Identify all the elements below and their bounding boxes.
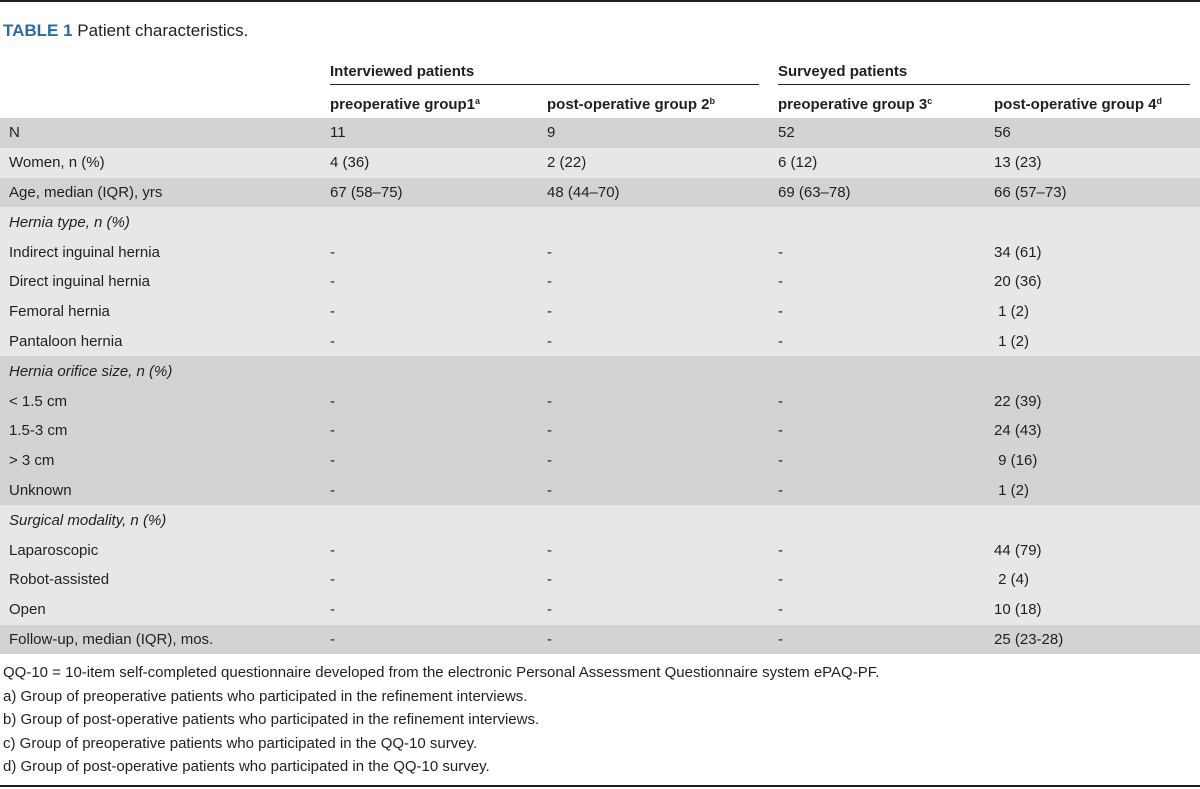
row-label: Follow-up, median (IQR), mos. xyxy=(0,625,321,655)
table-row xyxy=(0,565,1200,595)
row-label: Femoral hernia xyxy=(0,297,321,327)
table-body xyxy=(0,118,1200,654)
cell-group-2: - xyxy=(538,327,769,357)
cell-group-2 xyxy=(538,505,769,535)
group-header-row xyxy=(0,58,1200,89)
cell-group-3: - xyxy=(769,297,985,327)
cell-group-4 xyxy=(985,505,1200,535)
row-label: Direct inguinal hernia xyxy=(0,267,321,297)
section-label: Surgical modality, n (%) xyxy=(0,505,321,535)
cell-group-4: 66 (57–73) xyxy=(985,178,1200,208)
row-label: Unknown xyxy=(0,476,321,506)
group-header-surveyed: Surveyed patients xyxy=(769,58,1200,89)
cell-group-3: - xyxy=(769,446,985,476)
cell-group-2: 9 xyxy=(538,118,769,148)
table-row xyxy=(0,327,1200,357)
table-number: TABLE 1 xyxy=(3,21,73,40)
cell-group-2: - xyxy=(538,535,769,565)
table-row xyxy=(0,297,1200,327)
cell-group-1: - xyxy=(321,267,538,297)
row-label: N xyxy=(0,118,321,148)
table-row xyxy=(0,237,1200,267)
corner-cell xyxy=(0,58,321,89)
table-row xyxy=(0,595,1200,625)
cell-group-3: 6 (12) xyxy=(769,148,985,178)
cell-group-2: - xyxy=(538,565,769,595)
footnote: c) Group of preoperative patients who participated in the QQ-10 survey. xyxy=(3,734,478,752)
row-label: > 3 cm xyxy=(0,446,321,476)
cell-group-2 xyxy=(538,207,769,237)
section-label: Hernia orifice size, n (%) xyxy=(0,356,321,386)
cell-group-2: - xyxy=(538,416,769,446)
cell-group-3 xyxy=(769,505,985,535)
cell-group-3: - xyxy=(769,386,985,416)
cell-group-3: 52 xyxy=(769,118,985,148)
cell-group-1: - xyxy=(321,565,538,595)
cell-group-2: - xyxy=(538,446,769,476)
footnote: a) Group of preoperative patients who participated in the refinement interviews. xyxy=(3,687,528,705)
table-row xyxy=(0,416,1200,446)
cell-group-1 xyxy=(321,505,538,535)
section-label: Hernia type, n (%) xyxy=(0,207,321,237)
cell-group-1: - xyxy=(321,446,538,476)
row-label: Women, n (%) xyxy=(0,148,321,178)
group-header-interviewed: Interviewed patients xyxy=(321,58,769,89)
bottom-rule xyxy=(0,785,1200,787)
cell-group-1: - xyxy=(321,416,538,446)
footnote: d) Group of post-operative patients who participated in the QQ-10 survey. xyxy=(3,758,490,775)
top-rule xyxy=(0,0,1200,2)
cell-group-3: - xyxy=(769,535,985,565)
cell-group-2: - xyxy=(538,595,769,625)
cell-group-3: - xyxy=(769,267,985,297)
cell-group-4 xyxy=(985,356,1200,386)
cell-group-1: - xyxy=(321,386,538,416)
cell-group-1: 67 (58–75) xyxy=(321,178,538,208)
footnote: QQ-10 = 10-item self-completed questionnaire developed from the electronic Personal Assessment Questionnaire system ePAQ-PF. xyxy=(3,664,880,681)
cell-group-2 xyxy=(538,356,769,386)
cell-group-2: - xyxy=(538,386,769,416)
cell-group-3: - xyxy=(769,595,985,625)
section-header-row xyxy=(0,207,1200,237)
cell-group-3: - xyxy=(769,625,985,655)
cell-group-1: - xyxy=(321,535,538,565)
cell-group-2: - xyxy=(538,476,769,506)
cell-group-1: - xyxy=(321,237,538,267)
cell-group-3: - xyxy=(769,416,985,446)
cell-group-3: 69 (63–78) xyxy=(769,178,985,208)
section-header-row xyxy=(0,356,1200,386)
column-header-group-3: preoperative group 3$^c$ xyxy=(778,95,933,113)
patient-characteristics-table xyxy=(0,58,1200,654)
column-header-group-1: preoperative group1$^a$ xyxy=(330,95,481,113)
cell-group-2: 48 (44–70) xyxy=(538,178,769,208)
cell-group-1 xyxy=(321,207,538,237)
cell-group-4: 1 (2) xyxy=(985,297,1200,327)
cell-group-1: - xyxy=(321,595,538,625)
section-header-row xyxy=(0,505,1200,535)
column-header-group-4: post-operative group 4$^d$ xyxy=(994,95,1163,113)
cell-group-4: 22 (39) xyxy=(985,386,1200,416)
cell-group-2: - xyxy=(538,237,769,267)
table-row xyxy=(0,446,1200,476)
column-header-group-2: post-operative group 2$^b$ xyxy=(547,95,716,113)
cell-group-1: - xyxy=(321,327,538,357)
cell-group-4: 1 (2) xyxy=(985,327,1200,357)
cell-group-3 xyxy=(769,207,985,237)
table-title: Patient characteristics. xyxy=(72,21,249,40)
cell-group-4 xyxy=(985,207,1200,237)
cell-group-3: - xyxy=(769,237,985,267)
row-label: Age, median (IQR), yrs xyxy=(0,178,321,208)
row-label: 1.5-3 cm xyxy=(0,416,321,446)
table-row xyxy=(0,386,1200,416)
table-row xyxy=(0,476,1200,506)
cell-group-4: 9 (16) xyxy=(985,446,1200,476)
footnote: b) Group of post-operative patients who participated in the refinement interviews. xyxy=(3,711,540,728)
cell-group-1: 11 xyxy=(321,118,538,148)
cell-group-1: - xyxy=(321,476,538,506)
cell-group-4: 25 (23-28) xyxy=(985,625,1200,655)
table-row xyxy=(0,178,1200,208)
cell-group-3: - xyxy=(769,476,985,506)
cell-group-4: 13 (23) xyxy=(985,148,1200,178)
column-header-row xyxy=(0,89,1200,118)
table-footnotes xyxy=(3,661,879,779)
cell-group-2: - xyxy=(538,297,769,327)
cell-group-4: 10 (18) xyxy=(985,595,1200,625)
cell-group-3: - xyxy=(769,327,985,357)
row-label: Robot-assisted xyxy=(0,565,321,595)
cell-group-4: 44 (79) xyxy=(985,535,1200,565)
cell-group-4: 2 (4) xyxy=(985,565,1200,595)
cell-group-2: 2 (22) xyxy=(538,148,769,178)
row-label: < 1.5 cm xyxy=(0,386,321,416)
row-label: Laparoscopic xyxy=(0,535,321,565)
row-label: Indirect inguinal hernia xyxy=(0,237,321,267)
cell-group-4: 20 (36) xyxy=(985,267,1200,297)
row-label-header xyxy=(0,89,321,118)
cell-group-2: - xyxy=(538,267,769,297)
table-caption xyxy=(3,20,248,42)
table-row xyxy=(0,118,1200,148)
cell-group-4: 1 (2) xyxy=(985,476,1200,506)
cell-group-1: - xyxy=(321,297,538,327)
cell-group-1: 4 (36) xyxy=(321,148,538,178)
cell-group-3 xyxy=(769,356,985,386)
row-label: Open xyxy=(0,595,321,625)
cell-group-1 xyxy=(321,356,538,386)
cell-group-4: 34 (61) xyxy=(985,237,1200,267)
cell-group-3: - xyxy=(769,565,985,595)
table-row xyxy=(0,625,1200,655)
table-row xyxy=(0,148,1200,178)
cell-group-4: 56 xyxy=(985,118,1200,148)
table-row xyxy=(0,267,1200,297)
row-label: Pantaloon hernia xyxy=(0,327,321,357)
cell-group-4: 24 (43) xyxy=(985,416,1200,446)
cell-group-1: - xyxy=(321,625,538,655)
table-row xyxy=(0,535,1200,565)
cell-group-2: - xyxy=(538,625,769,655)
